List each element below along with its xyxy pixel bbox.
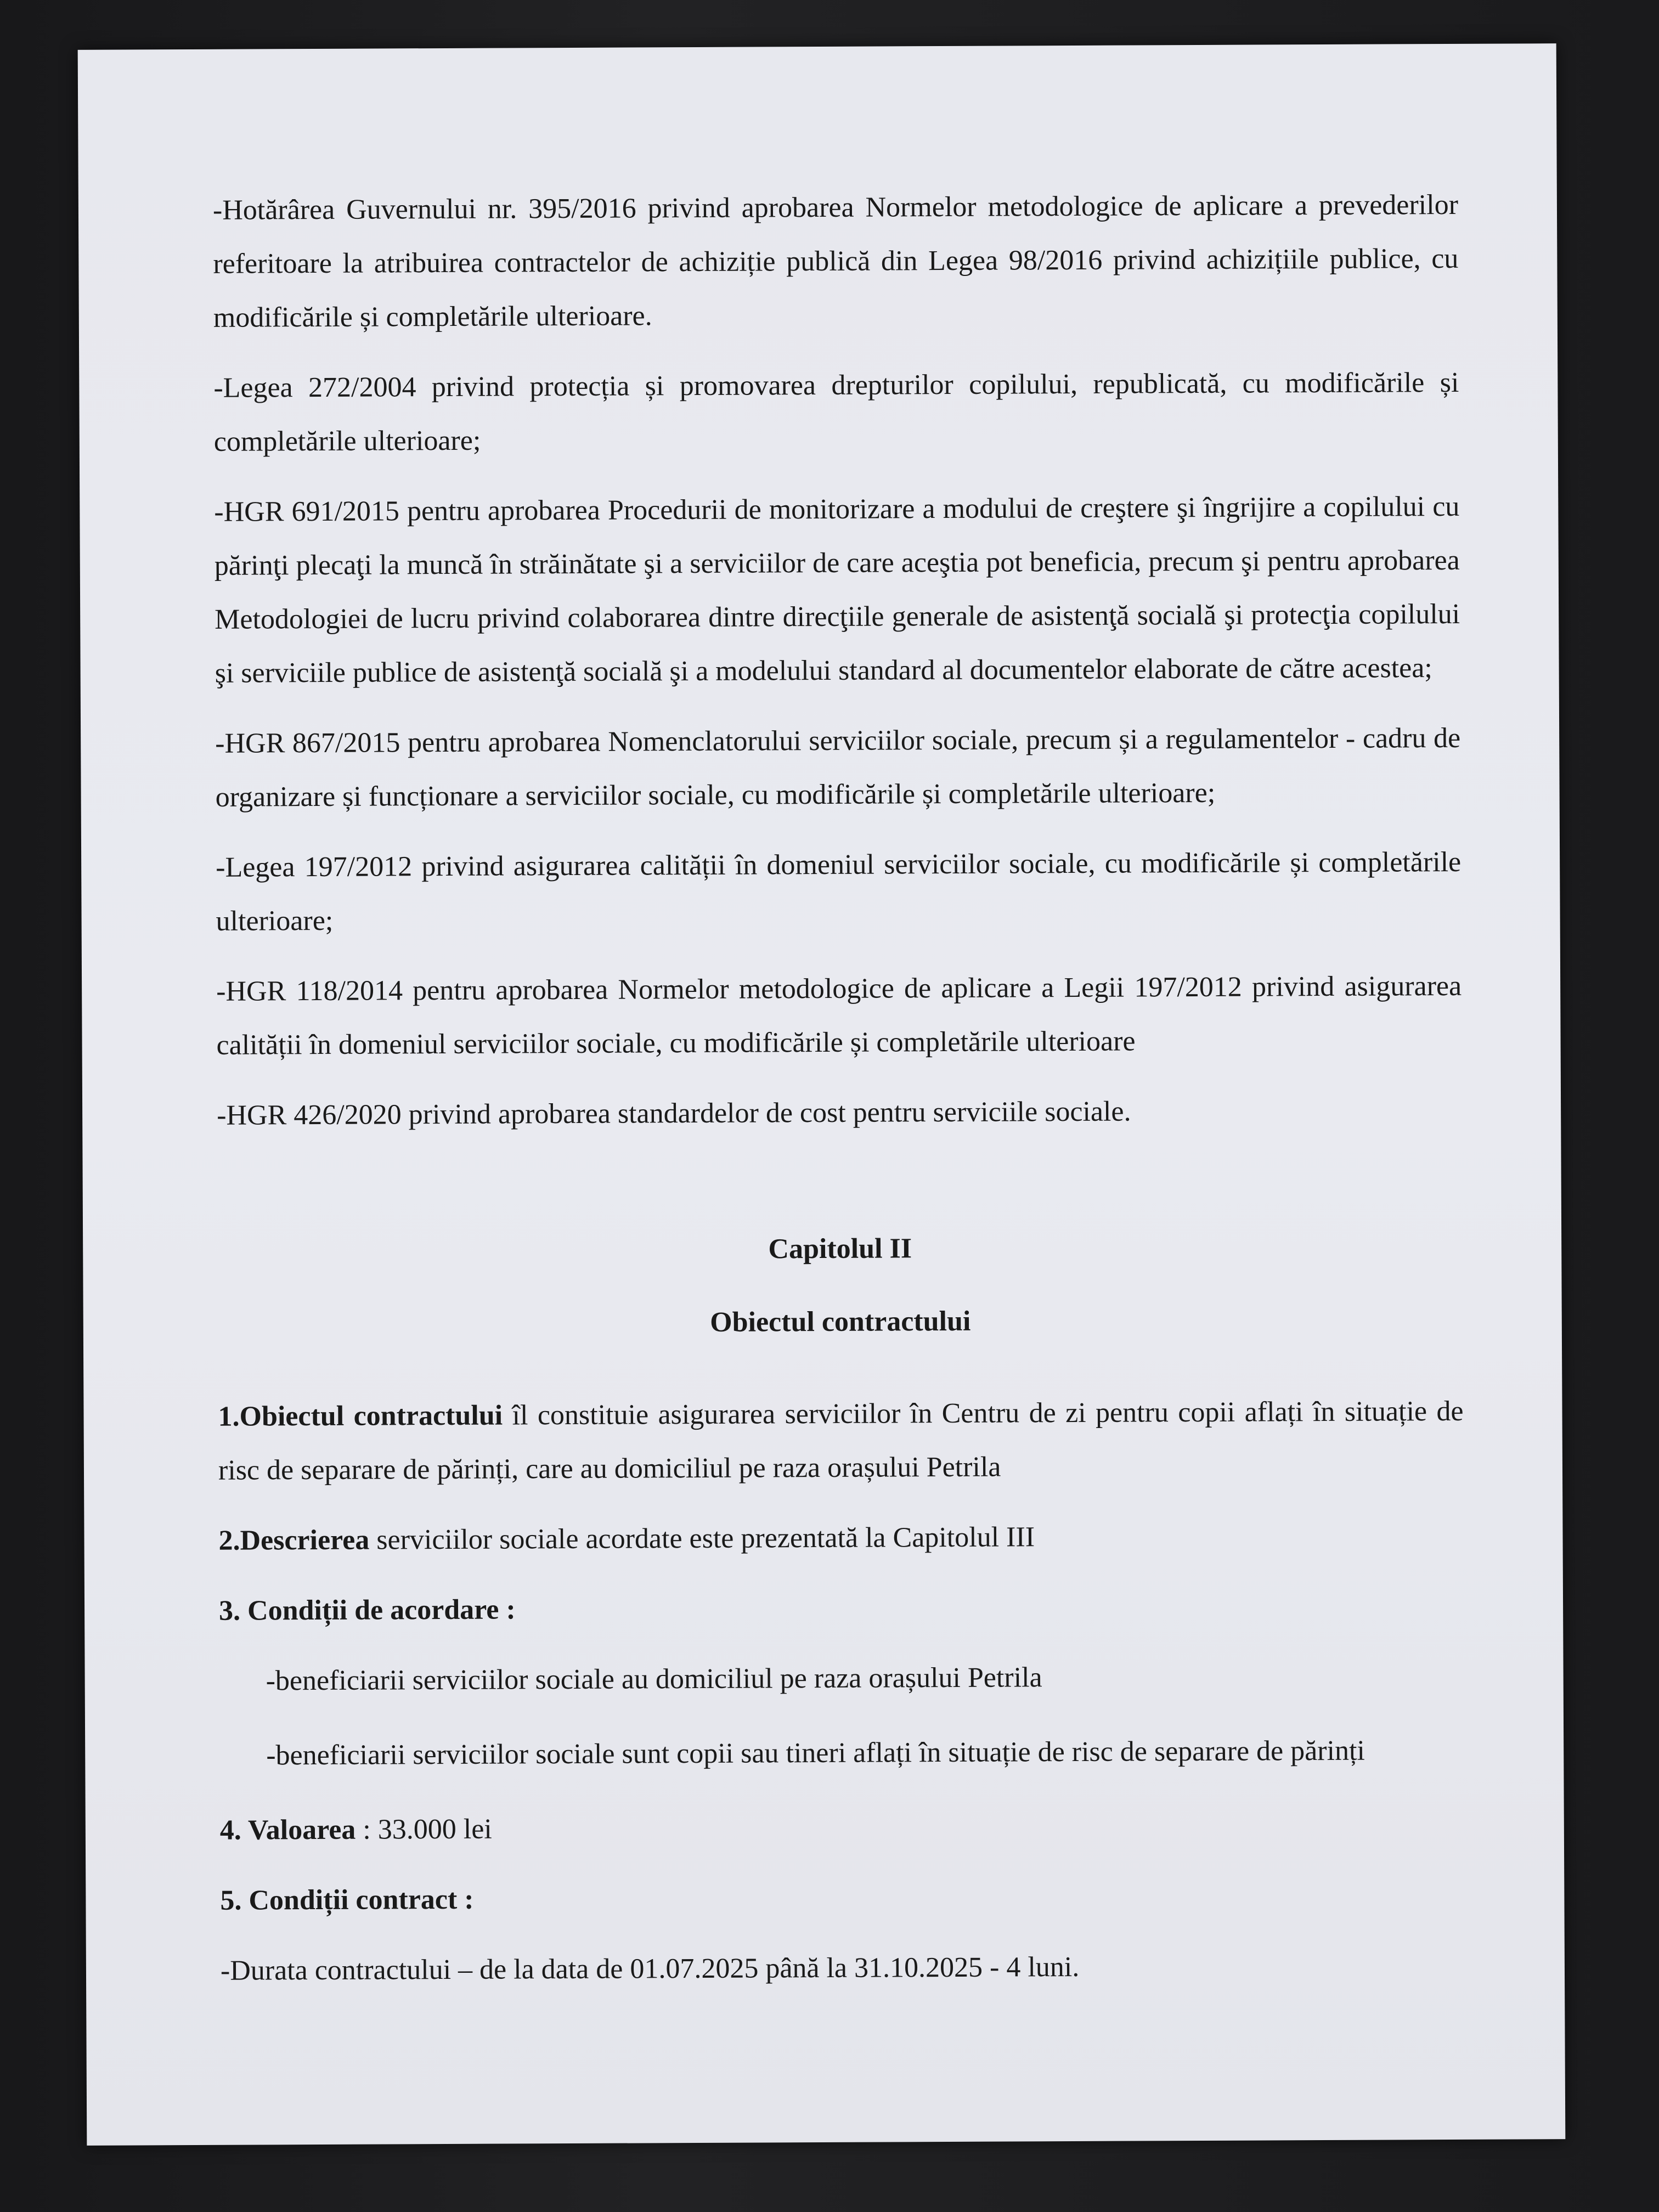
paragraph-hgr-118-2014: -HGR 118/2014 pentru aprobarea Normelor metodologice de aplicare a Legii 197/2012 privind asigurarea calității în domeniul serviciilor sociale, cu modificările și completările ulterioare: [216, 970, 1462, 1061]
item-descriere-label: 2.Descrierea: [218, 1524, 370, 1556]
document-content: [213, 178, 1466, 2015]
item-valoare: [220, 1798, 1465, 1858]
conditie-domiciliu: -beneficiarii serviciilor sociale au domiciliul pe raza orașului Petrila: [266, 1662, 1042, 1697]
item-conditii-acordare-label: 3. Condiții de acordare :: [218, 1594, 516, 1627]
item-conditii-acordare: [219, 1579, 1464, 1638]
item-obiect-label: 1.Obiectul contractului: [218, 1400, 503, 1432]
item-valoare-text: : 33.000 lei: [356, 1813, 492, 1846]
item-conditii-contract: [220, 1869, 1465, 1928]
item-durata: -Durata contractului – de la data de 01.07.2025 până la 31.10.2025 - 4 luni.: [220, 1951, 1080, 1987]
section-spacer: [217, 1154, 1463, 1225]
paragraph-hgr-691-2015: -HGR 691/2015 pentru aprobarea Procedurii de monitorizare a modului de creştere şi îngrijire a copilului cu părinţi plecaţi la muncă în străinătate şi a serviciilor de care aceştia pot beneficia, precum şi pentru aprobarea Metodologiei de lucru privind colaborarea dintre direcţiile generale de asistenţă socială şi protecţia copilului şi serviciile publice de asistenţă socială şi a modelului standard al documentelor elaborate de către acestea;: [214, 490, 1460, 689]
paragraph-legea-197-2012: -Legea 197/2012 privind asigurarea calității în domeniul serviciilor sociale, cu modificările și completările ulterioare;: [216, 846, 1462, 937]
paragraph-hg-395-2016: -Hotărârea Guvernului nr. 395/2016 privind aprobarea Normelor metodologice de aplicare a prevederilor referitoare la atribuirea contractelor de achiziție publică din Legea 98/2016 privind achizițiile publice, cu modificările și completările ulterioare.: [212, 189, 1459, 334]
item-valoare-label: 4. Valoarea: [219, 1814, 356, 1846]
item-conditii-contract-label: 5. Condiții contract :: [220, 1883, 474, 1916]
paragraph-legea-272-2004: -Legea 272/2004 privind protecția și promovarea drepturilor copilului, republicată, cu modificările și completările ulterioare;: [213, 366, 1459, 458]
conditie-risc-separare: -beneficiarii serviciilor sociale sunt copii sau tineri aflați în situație de risc de separare de părinți: [266, 1735, 1365, 1771]
item-obiect: [218, 1385, 1464, 1498]
item-descriere-text: serviciilor sociale acordate este prezentată la Capitolul III: [369, 1521, 1035, 1556]
chapter-subtitle: Obiectul contractului: [710, 1305, 971, 1338]
paragraph-hgr-426-2020: -HGR 426/2020 privind aprobarea standardelor de cost pentru serviciile sociale.: [217, 1096, 1131, 1131]
paragraph-hgr-867-2015: -HGR 867/2015 pentru aprobarea Nomenclatorului serviciilor sociale, precum și a regulamentelor - cadru de organizare și funcționare a serviciilor sociale, cu modificările și completările ulterioare;: [215, 722, 1461, 813]
chapter-title: Capitolul II: [768, 1233, 912, 1265]
document-page: [78, 43, 1566, 2146]
item-descriere: [218, 1509, 1464, 1568]
item-obiect-text: îl constituie asigurarea serviciilor în Centru de zi pentru copii aflați în situație de risc de separare de părinți, care au domiciliul pe raza orașului Petrila: [218, 1395, 1464, 1486]
